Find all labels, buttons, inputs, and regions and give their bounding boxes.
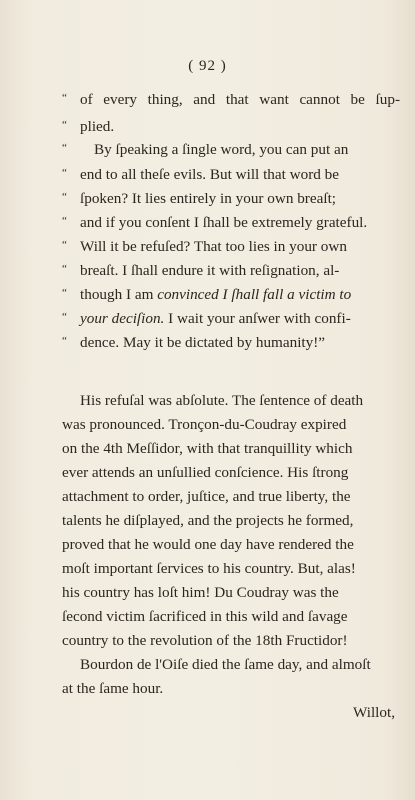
catchword: Willot,	[353, 704, 395, 721]
quote-line-text: and if you conſent I ſhall be extremely grateful.	[80, 214, 368, 231]
quote-mark: “	[62, 167, 67, 179]
quote-line-text: though I am	[80, 286, 158, 303]
quote-line	[62, 307, 400, 329]
paragraph-line: His refuſal was abſolute. The ſentence of death	[80, 392, 364, 409]
quote-mark: “	[62, 239, 67, 251]
quote-line-text: plied.	[80, 118, 115, 135]
paragraph-line: proved that he would one day have rendered the	[62, 536, 354, 553]
quote-line-text: dence. May it be dictated by humanity!”	[80, 334, 326, 351]
quote-line	[62, 115, 400, 137]
quote-line-text: end to all theſe evils. But will that word be	[80, 166, 339, 183]
quote-line	[62, 235, 400, 257]
quote-mark: “	[62, 287, 67, 299]
quote-mark: “	[62, 311, 67, 323]
quote-mark: “	[62, 119, 67, 131]
paragraph-line: Bourdon de l'Oiſe died the ſame day, and almoſt	[80, 656, 371, 673]
quote-line	[62, 163, 400, 185]
paragraph-line: talents he diſplayed, and the projects he formed,	[62, 512, 354, 529]
quote-line	[62, 331, 400, 353]
quote-mark: “	[62, 191, 67, 203]
paragraph-line: country to the revolution of the 18th Fructidor!	[62, 632, 348, 649]
quote-mark: “	[62, 142, 67, 154]
quote-line-text: By ſpeaking a ſingle word, you can put an	[94, 141, 349, 158]
quote-line	[62, 88, 400, 110]
quote-line	[62, 211, 400, 233]
paragraph-line: at the ſame hour.	[62, 680, 164, 697]
paragraph-line: attachment to order, juſtice, and true liberty, the	[62, 488, 351, 505]
quote-line	[62, 283, 400, 305]
quote-line-text: ſpoken? It lies entirely in your own breaſt;	[80, 190, 337, 207]
paragraph-line: on the 4th Meſſidor, with that tranquillity which	[62, 440, 353, 457]
quote-mark: “	[62, 263, 67, 275]
quote-line	[62, 138, 400, 160]
italic-text: your deciſion.	[80, 310, 165, 327]
paragraph-line: moſt important ſervices to his country. But, alas!	[62, 560, 356, 577]
quote-line	[62, 259, 400, 281]
italic-text: convinced I ſhall fall a victim to	[157, 286, 352, 303]
quote-line-text: I wait your anſwer with confi-	[164, 310, 351, 327]
page-number: ( 92 )	[188, 58, 227, 74]
quote-mark: “	[62, 92, 67, 104]
paragraph-line: ſecond victim ſacrificed in this wild and ſavage	[62, 608, 348, 625]
quote-line-text: of every thing, and that want cannot be ſup-	[80, 91, 400, 108]
paragraph-line: ever attends an unſullied conſcience. His ſtrong	[62, 464, 349, 481]
quote-mark: “	[62, 335, 67, 347]
paragraph-line: was pronounced. Tronçon-du-Coudray expired	[62, 416, 347, 433]
quote-line	[62, 187, 400, 209]
quote-line-text: breaſt. I ſhall endure it with reſignation, al-	[80, 262, 340, 279]
paragraph-line: his country has loſt him! Du Coudray was the	[62, 584, 339, 601]
quote-line-text: Will it be refuſed? That too lies in your own	[80, 238, 347, 255]
quote-mark: “	[62, 215, 67, 227]
